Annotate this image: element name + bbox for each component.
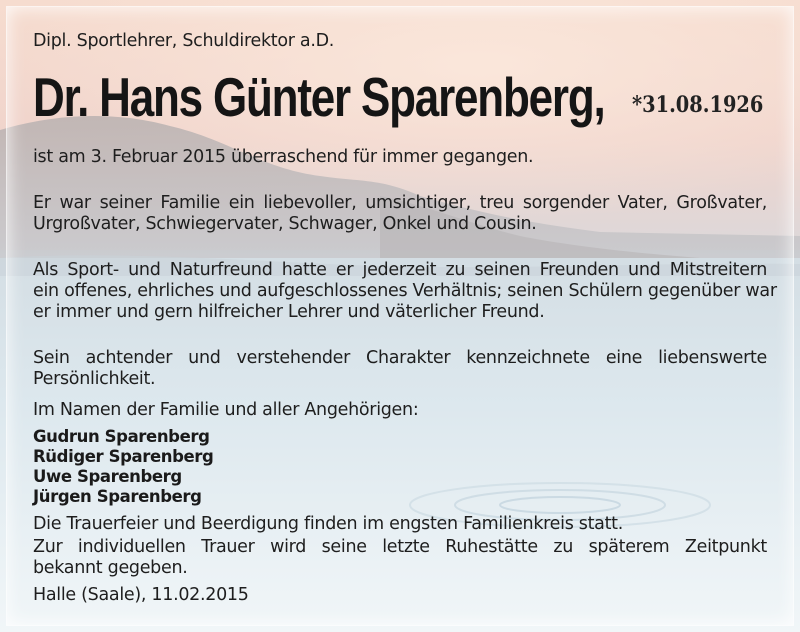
deceased-name: Dr. Hans Günter Sparenberg, [33,66,605,128]
family-paragraph-line: Urgroßvater, Schwiegervater, Schwager, Onkel und Cousin. [33,214,537,234]
mourner-name: Gudrun Sparenberg [33,427,210,446]
grave-info-line: bekannt gegeben. [33,558,188,578]
family-intro: Im Namen der Familie und aller Angehörigen: [33,400,419,420]
place-and-date: Halle (Saale), 11.02.2015 [33,585,249,605]
death-announcement: ist am 3. Februar 2015 überraschend für immer gegangen. [33,147,534,167]
mourner-name: Rüdiger Sparenberg [33,447,214,466]
friends-paragraph-line: ein offenes, ehrliches und aufgeschlossenes Verhältnis; seinen Schülern gegenüber war [33,281,777,301]
character-paragraph-line: Persönlichkeit. [33,369,156,389]
friends-paragraph-line: Als Sport- und Naturfreund hatte er jederzeit zu seinen Freunden und Mitstreitern [33,260,767,280]
mourner-name: Jürgen Sparenberg [33,487,202,506]
funeral-info: Die Trauerfeier und Beerdigung finden im engsten Familienkreis statt. [33,514,623,534]
mourner-name: Uwe Sparenberg [33,467,182,486]
family-paragraph-line: Er war seiner Familie ein liebevoller, umsichtiger, treu sorgender Vater, Großvater, [33,193,767,213]
grave-info-line: Zur individuellen Trauer wird seine letzte Ruhestätte zu späterem Zeitpunkt [33,537,767,557]
friends-paragraph-line: er immer und gern hilfreicher Lehrer und väterlicher Freund. [33,302,545,322]
subtitle: Dipl. Sportlehrer, Schuldirektor a.D. [33,31,335,51]
character-paragraph-line: Sein achtender und verstehender Charakter kennzeichnete eine liebenswerte [33,348,767,368]
birth-date: *31.08.1926 [632,92,764,118]
